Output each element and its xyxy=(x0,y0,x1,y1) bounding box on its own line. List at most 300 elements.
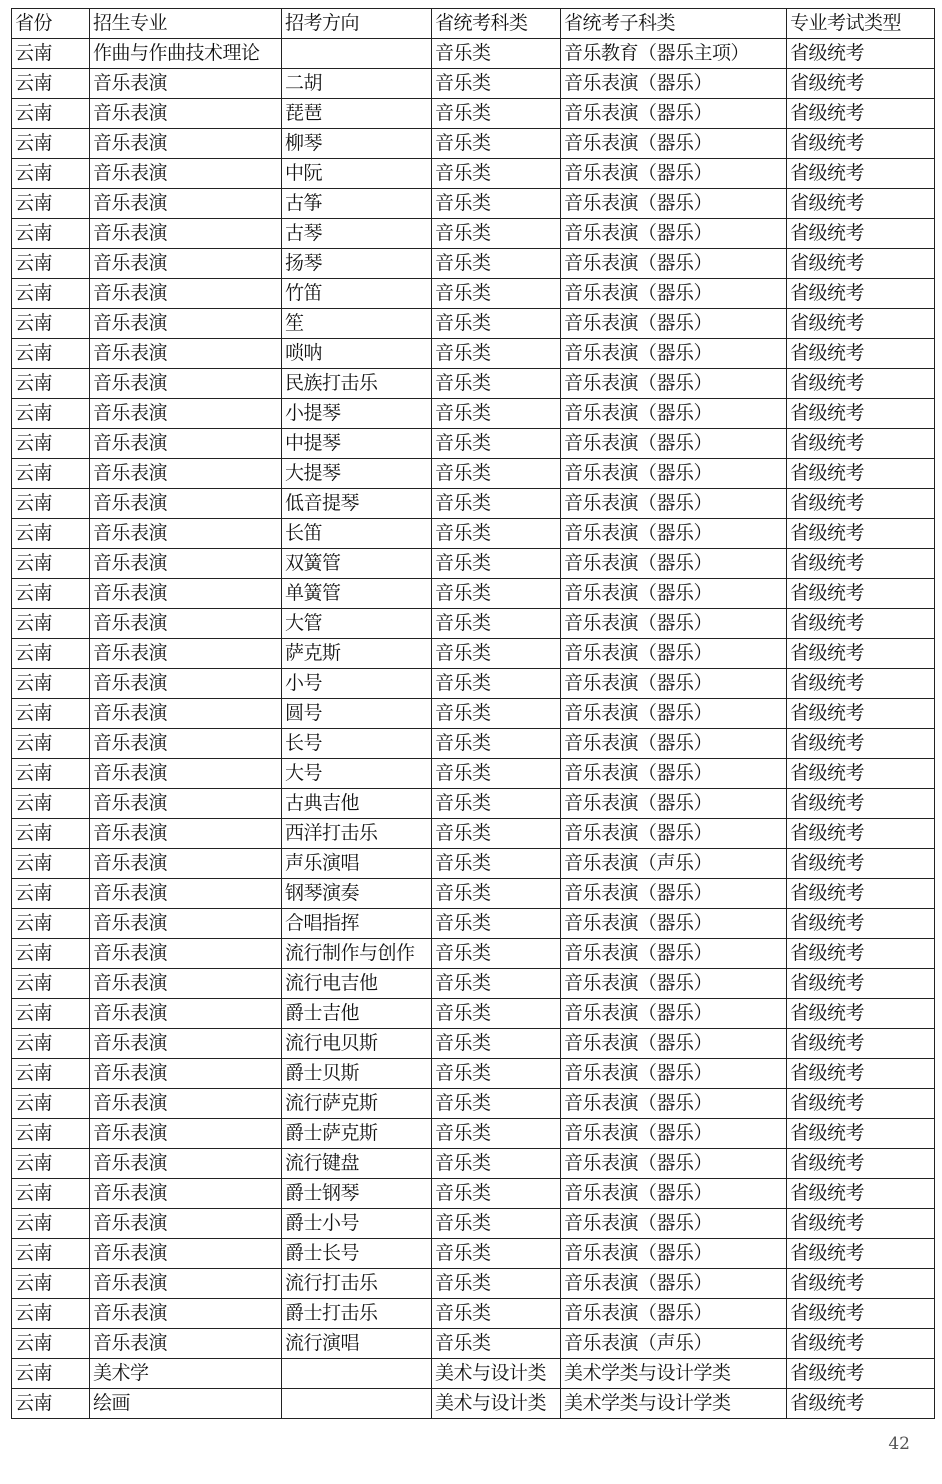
table-row xyxy=(12,1029,935,1059)
cell-direction: 小提琴 xyxy=(282,399,432,429)
cell-major: 音乐表演 xyxy=(90,1299,282,1329)
cell-province: 云南 xyxy=(12,579,90,609)
cell-major: 音乐表演 xyxy=(90,69,282,99)
cell-direction: 笙 xyxy=(282,309,432,339)
cell-exam-category: 音乐类 xyxy=(432,459,561,489)
cell-major: 音乐表演 xyxy=(90,789,282,819)
cell-direction: 爵士萨克斯 xyxy=(282,1119,432,1149)
cell-exam-type: 省级统考 xyxy=(787,219,935,249)
cell-exam-category: 音乐类 xyxy=(432,129,561,159)
cell-province: 云南 xyxy=(12,99,90,129)
cell-exam-type: 省级统考 xyxy=(787,1209,935,1239)
cell-direction: 唢呐 xyxy=(282,339,432,369)
cell-exam-type: 省级统考 xyxy=(787,279,935,309)
cell-exam-subcategory: 音乐表演（器乐） xyxy=(561,999,787,1029)
cell-direction: 萨克斯 xyxy=(282,639,432,669)
cell-major: 音乐表演 xyxy=(90,129,282,159)
cell-exam-type: 省级统考 xyxy=(787,849,935,879)
cell-exam-category: 音乐类 xyxy=(432,849,561,879)
header-major: 招生专业 xyxy=(90,9,282,39)
cell-exam-subcategory: 音乐表演（器乐） xyxy=(561,1269,787,1299)
table-row xyxy=(12,759,935,789)
cell-exam-type: 省级统考 xyxy=(787,669,935,699)
cell-direction: 中阮 xyxy=(282,159,432,189)
cell-province: 云南 xyxy=(12,69,90,99)
cell-exam-category: 音乐类 xyxy=(432,489,561,519)
cell-province: 云南 xyxy=(12,1389,90,1419)
cell-major: 音乐表演 xyxy=(90,549,282,579)
cell-exam-category: 音乐类 xyxy=(432,759,561,789)
cell-direction: 爵士钢琴 xyxy=(282,1179,432,1209)
table-row xyxy=(12,1209,935,1239)
cell-major: 音乐表演 xyxy=(90,1029,282,1059)
cell-province: 云南 xyxy=(12,489,90,519)
cell-direction: 古典吉他 xyxy=(282,789,432,819)
cell-exam-subcategory: 音乐表演（器乐） xyxy=(561,429,787,459)
cell-major: 音乐表演 xyxy=(90,819,282,849)
table-row xyxy=(12,369,935,399)
cell-exam-subcategory: 音乐表演（器乐） xyxy=(561,1149,787,1179)
cell-exam-type: 省级统考 xyxy=(787,1359,935,1389)
cell-province: 云南 xyxy=(12,1059,90,1089)
cell-exam-category: 音乐类 xyxy=(432,69,561,99)
cell-major: 音乐表演 xyxy=(90,729,282,759)
cell-major: 音乐表演 xyxy=(90,159,282,189)
cell-exam-subcategory: 音乐表演（器乐） xyxy=(561,1299,787,1329)
page-number: 42 xyxy=(888,1434,910,1454)
cell-exam-category: 美术与设计类 xyxy=(432,1359,561,1389)
cell-exam-subcategory: 音乐表演（器乐） xyxy=(561,879,787,909)
cell-exam-subcategory: 音乐表演（器乐） xyxy=(561,519,787,549)
cell-exam-type: 省级统考 xyxy=(787,369,935,399)
cell-direction: 合唱指挥 xyxy=(282,909,432,939)
cell-exam-type: 省级统考 xyxy=(787,429,935,459)
cell-major: 音乐表演 xyxy=(90,399,282,429)
cell-major: 音乐表演 xyxy=(90,1269,282,1299)
cell-exam-category: 音乐类 xyxy=(432,309,561,339)
table-row xyxy=(12,879,935,909)
table-row xyxy=(12,429,935,459)
cell-exam-subcategory: 音乐表演（器乐） xyxy=(561,1239,787,1269)
cell-major: 音乐表演 xyxy=(90,1329,282,1359)
cell-exam-category: 音乐类 xyxy=(432,699,561,729)
cell-exam-subcategory: 音乐表演（器乐） xyxy=(561,669,787,699)
cell-exam-type: 省级统考 xyxy=(787,759,935,789)
cell-direction: 流行打击乐 xyxy=(282,1269,432,1299)
cell-direction xyxy=(282,1359,432,1389)
table-row xyxy=(12,189,935,219)
cell-exam-type: 省级统考 xyxy=(787,1389,935,1419)
table-row xyxy=(12,1329,935,1359)
cell-province: 云南 xyxy=(12,1119,90,1149)
cell-major: 音乐表演 xyxy=(90,999,282,1029)
cell-province: 云南 xyxy=(12,1089,90,1119)
cell-major: 美术学 xyxy=(90,1359,282,1389)
cell-exam-category: 音乐类 xyxy=(432,519,561,549)
cell-direction: 大管 xyxy=(282,609,432,639)
table-row xyxy=(12,1149,935,1179)
cell-exam-category: 音乐类 xyxy=(432,1089,561,1119)
cell-exam-type: 省级统考 xyxy=(787,819,935,849)
cell-direction xyxy=(282,39,432,69)
cell-exam-type: 省级统考 xyxy=(787,1299,935,1329)
cell-major: 音乐表演 xyxy=(90,1239,282,1269)
cell-direction: 流行萨克斯 xyxy=(282,1089,432,1119)
cell-direction: 小号 xyxy=(282,669,432,699)
header-direction: 招考方向 xyxy=(282,9,432,39)
table-row xyxy=(12,849,935,879)
table-row xyxy=(12,1389,935,1419)
cell-exam-category: 音乐类 xyxy=(432,399,561,429)
cell-major: 音乐表演 xyxy=(90,849,282,879)
cell-exam-subcategory: 音乐表演（器乐） xyxy=(561,1209,787,1239)
cell-exam-subcategory: 音乐表演（器乐） xyxy=(561,1089,787,1119)
cell-exam-subcategory: 美术学类与设计学类 xyxy=(561,1359,787,1389)
table-row xyxy=(12,399,935,429)
cell-exam-category: 音乐类 xyxy=(432,879,561,909)
cell-major: 音乐表演 xyxy=(90,909,282,939)
table-row xyxy=(12,39,935,69)
cell-direction: 中提琴 xyxy=(282,429,432,459)
cell-exam-category: 音乐类 xyxy=(432,369,561,399)
cell-exam-type: 省级统考 xyxy=(787,249,935,279)
table-row xyxy=(12,999,935,1029)
cell-exam-type: 省级统考 xyxy=(787,1089,935,1119)
cell-exam-type: 省级统考 xyxy=(787,1029,935,1059)
cell-direction: 流行电贝斯 xyxy=(282,1029,432,1059)
cell-major: 音乐表演 xyxy=(90,699,282,729)
cell-province: 云南 xyxy=(12,639,90,669)
cell-major: 音乐表演 xyxy=(90,489,282,519)
table-row xyxy=(12,129,935,159)
cell-exam-category: 音乐类 xyxy=(432,99,561,129)
cell-exam-subcategory: 音乐表演（器乐） xyxy=(561,279,787,309)
table-row xyxy=(12,669,935,699)
cell-direction: 单簧管 xyxy=(282,579,432,609)
cell-major: 音乐表演 xyxy=(90,1179,282,1209)
cell-exam-type: 省级统考 xyxy=(787,729,935,759)
cell-exam-category: 音乐类 xyxy=(432,1329,561,1359)
cell-exam-category: 音乐类 xyxy=(432,729,561,759)
cell-direction: 琵琶 xyxy=(282,99,432,129)
cell-major: 音乐表演 xyxy=(90,189,282,219)
cell-exam-type: 省级统考 xyxy=(787,489,935,519)
cell-exam-category: 音乐类 xyxy=(432,1119,561,1149)
cell-province: 云南 xyxy=(12,1239,90,1269)
cell-exam-category: 音乐类 xyxy=(432,159,561,189)
table-row xyxy=(12,1359,935,1389)
cell-direction: 古筝 xyxy=(282,189,432,219)
cell-exam-subcategory: 音乐表演（器乐） xyxy=(561,909,787,939)
cell-exam-subcategory: 音乐表演（器乐） xyxy=(561,399,787,429)
header-province: 省份 xyxy=(12,9,90,39)
cell-province: 云南 xyxy=(12,39,90,69)
cell-exam-subcategory: 音乐表演（声乐） xyxy=(561,1329,787,1359)
cell-major: 音乐表演 xyxy=(90,459,282,489)
table-row xyxy=(12,219,935,249)
cell-major: 音乐表演 xyxy=(90,1149,282,1179)
cell-exam-type: 省级统考 xyxy=(787,1149,935,1179)
cell-province: 云南 xyxy=(12,1029,90,1059)
cell-exam-type: 省级统考 xyxy=(787,699,935,729)
cell-exam-type: 省级统考 xyxy=(787,609,935,639)
cell-exam-subcategory: 音乐表演（器乐） xyxy=(561,129,787,159)
cell-province: 云南 xyxy=(12,729,90,759)
cell-province: 云南 xyxy=(12,759,90,789)
cell-major: 音乐表演 xyxy=(90,1209,282,1239)
cell-exam-type: 省级统考 xyxy=(787,1059,935,1089)
cell-exam-type: 省级统考 xyxy=(787,399,935,429)
table-row xyxy=(12,1269,935,1299)
cell-exam-category: 音乐类 xyxy=(432,669,561,699)
cell-province: 云南 xyxy=(12,909,90,939)
cell-major: 音乐表演 xyxy=(90,519,282,549)
cell-province: 云南 xyxy=(12,939,90,969)
cell-exam-type: 省级统考 xyxy=(787,1329,935,1359)
cell-exam-subcategory: 音乐表演（器乐） xyxy=(561,1119,787,1149)
cell-exam-type: 省级统考 xyxy=(787,129,935,159)
cell-exam-subcategory: 音乐表演（器乐） xyxy=(561,69,787,99)
table-row xyxy=(12,1239,935,1269)
cell-exam-type: 省级统考 xyxy=(787,879,935,909)
cell-exam-subcategory: 音乐表演（器乐） xyxy=(561,1029,787,1059)
cell-direction: 流行制作与创作 xyxy=(282,939,432,969)
cell-exam-subcategory: 音乐教育（器乐主项） xyxy=(561,39,787,69)
cell-exam-type: 省级统考 xyxy=(787,519,935,549)
cell-direction: 流行键盘 xyxy=(282,1149,432,1179)
cell-direction: 西洋打击乐 xyxy=(282,819,432,849)
cell-major: 音乐表演 xyxy=(90,279,282,309)
table-row xyxy=(12,969,935,999)
cell-exam-type: 省级统考 xyxy=(787,1119,935,1149)
cell-exam-subcategory: 音乐表演（器乐） xyxy=(561,489,787,519)
cell-exam-subcategory: 音乐表演（声乐） xyxy=(561,849,787,879)
cell-major: 音乐表演 xyxy=(90,369,282,399)
cell-province: 云南 xyxy=(12,549,90,579)
cell-exam-subcategory: 音乐表演（器乐） xyxy=(561,609,787,639)
cell-province: 云南 xyxy=(12,879,90,909)
cell-province: 云南 xyxy=(12,1209,90,1239)
cell-major: 音乐表演 xyxy=(90,429,282,459)
table-row xyxy=(12,639,935,669)
table-row xyxy=(12,549,935,579)
cell-major: 音乐表演 xyxy=(90,219,282,249)
cell-exam-subcategory: 音乐表演（器乐） xyxy=(561,819,787,849)
cell-province: 云南 xyxy=(12,219,90,249)
cell-direction: 流行电吉他 xyxy=(282,969,432,999)
cell-exam-category: 音乐类 xyxy=(432,639,561,669)
table-header xyxy=(12,9,935,39)
table-row xyxy=(12,489,935,519)
table-row xyxy=(12,1089,935,1119)
cell-exam-category: 音乐类 xyxy=(432,939,561,969)
cell-exam-subcategory: 音乐表演（器乐） xyxy=(561,189,787,219)
header-exam-type: 专业考试类型 xyxy=(787,9,935,39)
cell-exam-subcategory: 音乐表演（器乐） xyxy=(561,699,787,729)
table-row xyxy=(12,1119,935,1149)
table-row xyxy=(12,159,935,189)
cell-exam-category: 音乐类 xyxy=(432,1299,561,1329)
cell-exam-subcategory: 音乐表演（器乐） xyxy=(561,1179,787,1209)
cell-major: 音乐表演 xyxy=(90,759,282,789)
cell-exam-subcategory: 音乐表演（器乐） xyxy=(561,1059,787,1089)
cell-province: 云南 xyxy=(12,249,90,279)
cell-province: 云南 xyxy=(12,1299,90,1329)
cell-exam-category: 音乐类 xyxy=(432,579,561,609)
cell-exam-category: 音乐类 xyxy=(432,999,561,1029)
cell-exam-type: 省级统考 xyxy=(787,339,935,369)
cell-exam-category: 音乐类 xyxy=(432,909,561,939)
cell-exam-category: 音乐类 xyxy=(432,1029,561,1059)
cell-exam-subcategory: 音乐表演（器乐） xyxy=(561,759,787,789)
cell-exam-subcategory: 音乐表演（器乐） xyxy=(561,249,787,279)
cell-province: 云南 xyxy=(12,189,90,219)
cell-exam-category: 音乐类 xyxy=(432,549,561,579)
table-row xyxy=(12,699,935,729)
cell-exam-type: 省级统考 xyxy=(787,579,935,609)
cell-province: 云南 xyxy=(12,699,90,729)
cell-province: 云南 xyxy=(12,369,90,399)
cell-exam-category: 音乐类 xyxy=(432,1059,561,1089)
cell-direction: 爵士长号 xyxy=(282,1239,432,1269)
cell-exam-category: 音乐类 xyxy=(432,189,561,219)
cell-exam-subcategory: 音乐表演（器乐） xyxy=(561,459,787,489)
cell-exam-type: 省级统考 xyxy=(787,459,935,489)
cell-major: 音乐表演 xyxy=(90,339,282,369)
cell-major: 音乐表演 xyxy=(90,99,282,129)
cell-exam-category: 音乐类 xyxy=(432,219,561,249)
cell-exam-subcategory: 音乐表演（器乐） xyxy=(561,969,787,999)
cell-province: 云南 xyxy=(12,519,90,549)
cell-province: 云南 xyxy=(12,1359,90,1389)
cell-province: 云南 xyxy=(12,849,90,879)
cell-major: 音乐表演 xyxy=(90,309,282,339)
cell-province: 云南 xyxy=(12,309,90,339)
cell-direction: 古琴 xyxy=(282,219,432,249)
cell-direction: 爵士贝斯 xyxy=(282,1059,432,1089)
table-row xyxy=(12,249,935,279)
cell-exam-category: 美术与设计类 xyxy=(432,1389,561,1419)
cell-direction: 爵士吉他 xyxy=(282,999,432,1029)
cell-exam-subcategory: 音乐表演（器乐） xyxy=(561,639,787,669)
cell-exam-type: 省级统考 xyxy=(787,189,935,219)
cell-exam-type: 省级统考 xyxy=(787,939,935,969)
cell-major: 音乐表演 xyxy=(90,669,282,699)
table-row xyxy=(12,579,935,609)
table-row xyxy=(12,99,935,129)
table-row xyxy=(12,339,935,369)
cell-province: 云南 xyxy=(12,999,90,1029)
cell-major: 绘画 xyxy=(90,1389,282,1419)
cell-exam-subcategory: 音乐表演（器乐） xyxy=(561,939,787,969)
cell-exam-subcategory: 音乐表演（器乐） xyxy=(561,339,787,369)
cell-major: 音乐表演 xyxy=(90,639,282,669)
table-row xyxy=(12,729,935,759)
cell-province: 云南 xyxy=(12,1329,90,1359)
cell-direction: 双簧管 xyxy=(282,549,432,579)
table-body xyxy=(12,39,935,1419)
cell-exam-subcategory: 音乐表演（器乐） xyxy=(561,579,787,609)
table-row xyxy=(12,519,935,549)
table-row xyxy=(12,1059,935,1089)
cell-exam-type: 省级统考 xyxy=(787,789,935,819)
cell-exam-category: 音乐类 xyxy=(432,1239,561,1269)
cell-major: 音乐表演 xyxy=(90,879,282,909)
cell-direction: 扬琴 xyxy=(282,249,432,279)
table-row xyxy=(12,69,935,99)
cell-province: 云南 xyxy=(12,609,90,639)
cell-direction: 竹笛 xyxy=(282,279,432,309)
cell-direction: 柳琴 xyxy=(282,129,432,159)
cell-province: 云南 xyxy=(12,1149,90,1179)
table-row xyxy=(12,309,935,339)
cell-exam-category: 音乐类 xyxy=(432,819,561,849)
cell-exam-type: 省级统考 xyxy=(787,1179,935,1209)
cell-exam-subcategory: 音乐表演（器乐） xyxy=(561,549,787,579)
cell-province: 云南 xyxy=(12,399,90,429)
cell-exam-category: 音乐类 xyxy=(432,429,561,459)
cell-direction: 大号 xyxy=(282,759,432,789)
table-row xyxy=(12,609,935,639)
cell-major: 音乐表演 xyxy=(90,579,282,609)
cell-direction: 声乐演唱 xyxy=(282,849,432,879)
cell-exam-category: 音乐类 xyxy=(432,249,561,279)
cell-province: 云南 xyxy=(12,819,90,849)
cell-exam-category: 音乐类 xyxy=(432,969,561,999)
cell-exam-category: 音乐类 xyxy=(432,789,561,819)
cell-exam-subcategory: 音乐表演（器乐） xyxy=(561,369,787,399)
cell-exam-category: 音乐类 xyxy=(432,1209,561,1239)
cell-exam-category: 音乐类 xyxy=(432,39,561,69)
header-exam-subcategory: 省统考子科类 xyxy=(561,9,787,39)
cell-major: 音乐表演 xyxy=(90,1059,282,1089)
cell-direction xyxy=(282,1389,432,1419)
cell-exam-type: 省级统考 xyxy=(787,969,935,999)
cell-province: 云南 xyxy=(12,789,90,819)
cell-direction: 民族打击乐 xyxy=(282,369,432,399)
cell-exam-subcategory: 美术学类与设计学类 xyxy=(561,1389,787,1419)
cell-direction: 流行演唱 xyxy=(282,1329,432,1359)
header-row xyxy=(12,9,935,39)
cell-exam-category: 音乐类 xyxy=(432,1149,561,1179)
cell-province: 云南 xyxy=(12,279,90,309)
cell-exam-category: 音乐类 xyxy=(432,339,561,369)
cell-major: 音乐表演 xyxy=(90,609,282,639)
header-exam-category: 省统考科类 xyxy=(432,9,561,39)
cell-exam-subcategory: 音乐表演（器乐） xyxy=(561,309,787,339)
cell-province: 云南 xyxy=(12,669,90,699)
admissions-table xyxy=(11,8,935,1419)
cell-province: 云南 xyxy=(12,129,90,159)
cell-direction: 爵士小号 xyxy=(282,1209,432,1239)
cell-major: 音乐表演 xyxy=(90,939,282,969)
cell-province: 云南 xyxy=(12,429,90,459)
cell-direction: 长号 xyxy=(282,729,432,759)
cell-exam-subcategory: 音乐表演（器乐） xyxy=(561,729,787,759)
cell-exam-type: 省级统考 xyxy=(787,69,935,99)
table-row xyxy=(12,819,935,849)
cell-exam-category: 音乐类 xyxy=(432,609,561,639)
cell-exam-type: 省级统考 xyxy=(787,909,935,939)
cell-direction: 爵士打击乐 xyxy=(282,1299,432,1329)
table-row xyxy=(12,789,935,819)
cell-exam-subcategory: 音乐表演（器乐） xyxy=(561,159,787,189)
cell-exam-category: 音乐类 xyxy=(432,1269,561,1299)
cell-direction: 大提琴 xyxy=(282,459,432,489)
cell-exam-type: 省级统考 xyxy=(787,39,935,69)
table-row xyxy=(12,909,935,939)
cell-exam-type: 省级统考 xyxy=(787,1269,935,1299)
